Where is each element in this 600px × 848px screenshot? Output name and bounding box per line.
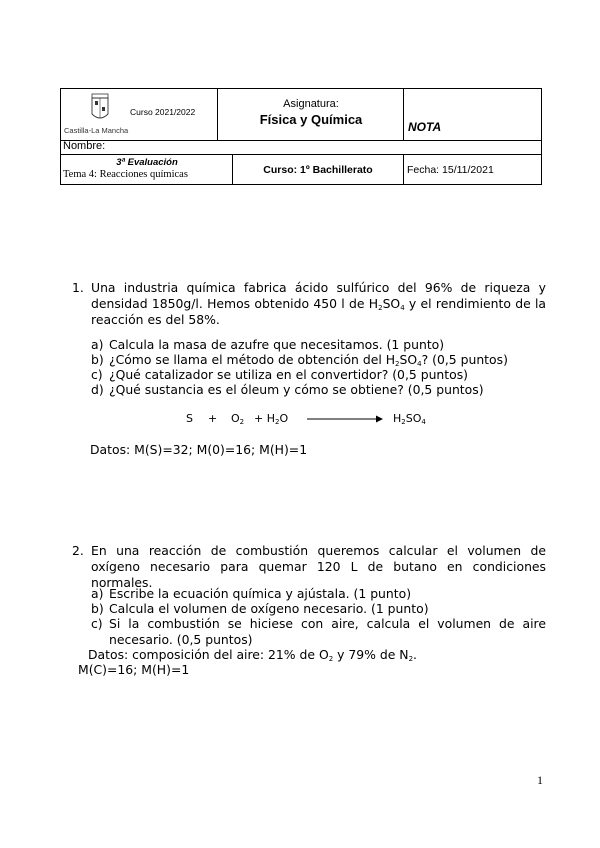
question-1-number: 1. xyxy=(72,280,84,295)
q2-part-b: Calcula el volumen de oxígeno necesario. (1 punto) xyxy=(109,601,429,616)
q1-part-c-letter: c) xyxy=(91,367,103,382)
region-label: Castilla-La Mancha xyxy=(64,126,129,135)
q1-part-b-letter: b) xyxy=(91,352,104,367)
q1-part-a-letter: a) xyxy=(91,337,104,352)
divider xyxy=(60,140,542,141)
q2-data: Datos: composición del aire: 21% de $O_2$ y 79% de $N_2$. xyxy=(88,647,417,663)
q2-part-c: Si la combustión se hiciese con aire, calcula el volumen de aire necesario. (0,5 puntos) xyxy=(109,616,546,647)
question-1-text: Una industria química fabrica ácido sulfúrico del 96% de riqueza y densidad 1850g/l. Hemos obtenido 450 l de $H_2SO_4$ y el rendimiento de la reacción es del 58%. xyxy=(91,280,547,327)
equation-sulfur: S xyxy=(186,412,193,425)
question-2-text: En una reacción de combustión queremos calcular el volumen de oxígeno necesario para quemar 120 L de butano en condiciones normales. xyxy=(91,543,546,590)
divider xyxy=(403,154,404,185)
q2-part-c-letter: c) xyxy=(91,616,103,631)
castilla-la-mancha-logo xyxy=(88,92,112,126)
divider xyxy=(60,154,542,155)
name-input[interactable] xyxy=(112,142,537,152)
equation-plus: + xyxy=(208,412,218,425)
q2-data-masses: M(C)=16; M(H)=1 xyxy=(78,662,190,677)
evaluation-label: 3ª Evaluación xyxy=(116,157,178,168)
q1-data: Datos: M(S)=32; M(0)=16; M(H)=1 xyxy=(90,442,308,457)
subject-name: Física y Química xyxy=(259,112,363,127)
equation-water: + $H_2O$ xyxy=(254,412,289,426)
course-year: Curso 2021/2022 xyxy=(130,107,196,117)
q2-part-a-letter: a) xyxy=(91,586,104,601)
q1-part-c: ¿Qué catalizador se utiliza en el convertidor? (0,5 puntos) xyxy=(109,367,469,382)
q1-part-d-letter: d) xyxy=(91,382,104,397)
reaction-arrow-icon xyxy=(306,414,384,424)
grade-label: NOTA xyxy=(408,120,442,134)
topic-label: Tema 4: Reacciones químicas xyxy=(63,169,188,180)
subject-label: Asignatura: xyxy=(283,98,339,110)
level-label: Curso: 1º Bachillerato xyxy=(263,164,373,176)
equation-product: $H_2SO_4$ xyxy=(393,412,426,426)
q1-part-d: ¿Qué sustancia es el óleum y cómo se obtiene? (0,5 puntos) xyxy=(109,382,484,397)
q2-part-b-letter: b) xyxy=(91,601,104,616)
page-number: 1 xyxy=(537,773,543,787)
q1-part-a: Calcula la masa de azufre que necesitamos. (1 punto) xyxy=(109,337,445,352)
q2-part-a: Escribe la ecuación química y ajústala. (1 punto) xyxy=(109,586,412,601)
q1-part-b: ¿Cómo se llama el método de obtención del $H_2SO_4$? (0,5 puntos) xyxy=(109,352,508,368)
equation-oxygen: $O_2$ xyxy=(231,412,245,426)
question-2-number: 2. xyxy=(72,543,84,558)
date-label: Fecha: 15/11/2021 xyxy=(407,164,494,176)
name-label: Nombre: xyxy=(63,140,106,152)
